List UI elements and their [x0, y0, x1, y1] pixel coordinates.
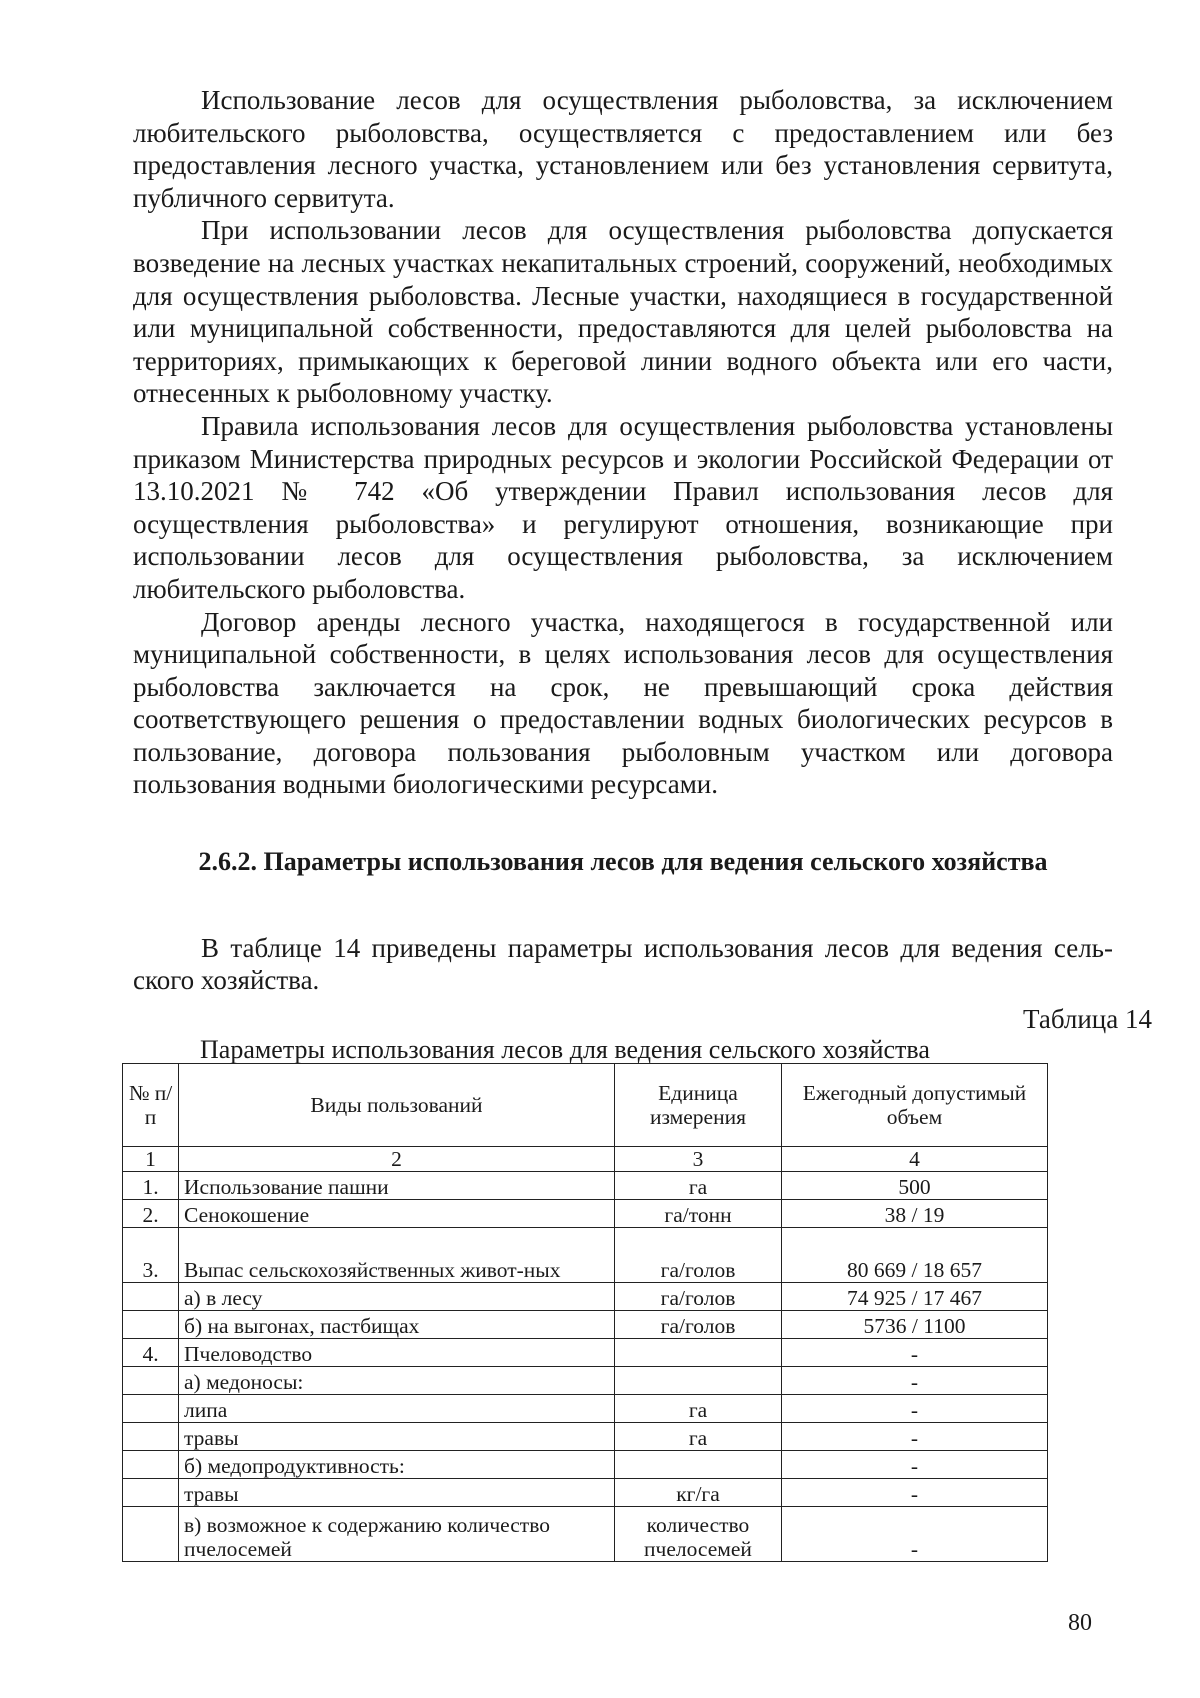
header-volume: Ежегодный допустимый объем — [782, 1064, 1048, 1147]
row-type: б) на выгонах, пастбищах — [179, 1311, 615, 1339]
row-unit: га — [615, 1423, 782, 1451]
row-type: Сенокошение — [179, 1200, 615, 1228]
table-row — [123, 1172, 1048, 1200]
header-type: Виды пользований — [179, 1064, 615, 1147]
row-volume: - — [782, 1367, 1048, 1395]
table-row — [123, 1311, 1048, 1339]
row-type: Использование пашни — [179, 1172, 615, 1200]
paragraph-4: Договор аренды лесного участка, находящегося в государственной или муниципальной собственности, в целях использования лесов для осуществления рыболовства заключается на срок, не превышающий срока действия соответствующего решения о предоставлении водных биологических ресурсов в пользование, договора пользования рыболовным участком или договора пользования водными биологическими ресурсами. — [133, 606, 1113, 800]
table-row — [123, 1507, 1048, 1562]
row-type: в) возможное к содержанию количество пчелосемей — [179, 1507, 615, 1562]
row-unit — [615, 1367, 782, 1395]
section-heading: 2.6.2. Параметры использования лесов для ведения сельского хозяйства — [198, 847, 1048, 876]
table-title: Параметры использования лесов для ведения сельского хозяйства — [200, 1035, 930, 1064]
row-volume: 38 / 19 — [782, 1200, 1048, 1228]
table-row — [123, 1228, 1048, 1283]
row-number — [123, 1507, 179, 1562]
row-type: травы — [179, 1423, 615, 1451]
page-number: 80 — [1068, 1610, 1092, 1636]
row-number — [123, 1395, 179, 1423]
row-number: 1. — [123, 1172, 179, 1200]
row-volume: - — [782, 1479, 1048, 1507]
body-text — [133, 84, 1113, 801]
row-volume: 74 925 / 17 467 — [782, 1283, 1048, 1311]
row-volume: - — [782, 1395, 1048, 1423]
header-unit: Единица измерения — [615, 1064, 782, 1147]
row-type: Пчеловодство — [179, 1339, 615, 1367]
row-type: Выпас сельскохозяйственных живот-ных — [179, 1228, 615, 1283]
row-volume: - — [782, 1451, 1048, 1479]
table-row — [123, 1367, 1048, 1395]
column-number: 3 — [615, 1147, 782, 1172]
row-type: а) медоносы: — [179, 1367, 615, 1395]
intro-paragraph: В таблице 14 приведены параметры использования лесов для ведения сель-ского хозяйства. — [133, 933, 1113, 995]
column-number: 4 — [782, 1147, 1048, 1172]
row-unit — [615, 1339, 782, 1367]
paragraph-1: Использование лесов для осуществления рыболовства, за исключением любительского рыболовства, осуществляется с предоставлением или без предоставления лесного участка, установлением или без установления сервитута, публичного сервитута. — [133, 85, 1113, 213]
row-volume: 5736 / 1100 — [782, 1311, 1048, 1339]
row-number — [123, 1423, 179, 1451]
row-unit: кг/га — [615, 1479, 782, 1507]
row-type: травы — [179, 1479, 615, 1507]
row-unit: га/тонн — [615, 1200, 782, 1228]
row-volume: 500 — [782, 1172, 1048, 1200]
table-row — [123, 1283, 1048, 1311]
paragraph-2: При использовании лесов для осуществления рыболовства допускается возведение на лесных участках некапитальных строений, сооружений, необходимых для осуществления рыболовства. Лесные участки, находящиеся в государственной или муниципальной собственности, предоставляются для целей рыболовства на территориях, примыкающих к береговой линии водного объекта или его части, отнесенных к рыболовному участку. — [133, 215, 1113, 409]
row-unit: га/голов — [615, 1228, 782, 1283]
column-number: 2 — [179, 1147, 615, 1172]
row-number — [123, 1367, 179, 1395]
row-number — [123, 1311, 179, 1339]
row-type: а) в лесу — [179, 1283, 615, 1311]
row-number: 2. — [123, 1200, 179, 1228]
row-type: липа — [179, 1395, 615, 1423]
row-number — [123, 1451, 179, 1479]
row-unit — [615, 1451, 782, 1479]
column-number: 1 — [123, 1147, 179, 1172]
row-volume: 80 669 / 18 657 — [782, 1228, 1048, 1283]
table-row — [123, 1395, 1048, 1423]
table-label: Таблица 14 — [1023, 1004, 1152, 1034]
table-row — [123, 1339, 1048, 1367]
row-volume: - — [782, 1507, 1048, 1562]
row-number — [123, 1283, 179, 1311]
row-number: 3. — [123, 1228, 179, 1283]
table-row — [123, 1200, 1048, 1228]
row-unit: количество пчелосемей — [615, 1507, 782, 1562]
table-row — [123, 1423, 1048, 1451]
table-row — [123, 1479, 1048, 1507]
row-unit: га — [615, 1172, 782, 1200]
column-number-row — [123, 1147, 1048, 1172]
table-header-row — [123, 1064, 1048, 1147]
paragraph-3: Правила использования лесов для осуществления рыболовства установлены приказом Министерства природных ресурсов и экологии Российской Федерации от 13.10.2021 № 742 «Об утверждении Правил использования лесов для осуществления рыболовства» и регулируют отношения, возникающие при использовании лесов для осуществления рыболовства, за исключением любительского рыболовства. — [133, 410, 1113, 604]
header-number: № п/п — [123, 1064, 179, 1147]
row-volume: - — [782, 1423, 1048, 1451]
row-unit: га — [615, 1395, 782, 1423]
row-number — [123, 1479, 179, 1507]
row-type: б) медопродуктивность: — [179, 1451, 615, 1479]
parameters-table — [122, 1063, 1048, 1562]
table-row — [123, 1451, 1048, 1479]
row-number: 4. — [123, 1339, 179, 1367]
row-volume: - — [782, 1339, 1048, 1367]
row-unit: га/голов — [615, 1311, 782, 1339]
row-unit: га/голов — [615, 1283, 782, 1311]
